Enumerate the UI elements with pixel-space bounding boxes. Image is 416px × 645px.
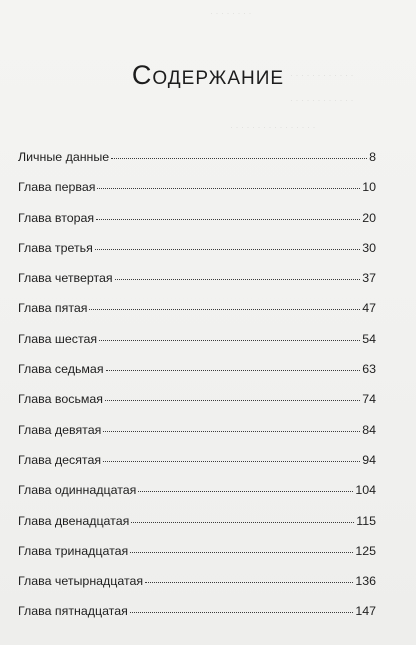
toc-entry-label: Глава четырнадцатая (18, 574, 144, 589)
dot-leader (130, 612, 353, 613)
toc-entry[interactable] (18, 483, 376, 513)
toc-entry-page: 115 (356, 513, 376, 528)
toc-entry-page: 147 (355, 604, 376, 619)
toc-entry-page: 125 (355, 543, 376, 558)
table-of-contents (18, 150, 376, 635)
bleed-through-text: · · · · · · · · · · · · (290, 70, 354, 80)
toc-entry-label: Глава девятая (18, 422, 102, 437)
dot-leader (130, 552, 353, 553)
toc-entry-page: 136 (355, 574, 376, 589)
toc-entry-label: Глава пятая (18, 301, 88, 316)
toc-entry[interactable] (18, 332, 376, 362)
toc-entry-label: Глава восьмая (18, 392, 104, 407)
dot-leader (99, 340, 360, 341)
toc-entry[interactable] (18, 180, 376, 210)
toc-entry-label: Глава одиннадцатая (18, 483, 137, 498)
toc-entry-label: Глава третья (18, 240, 93, 255)
toc-entry[interactable] (18, 271, 376, 301)
toc-entry[interactable] (18, 514, 376, 544)
toc-entry-page: 30 (362, 240, 376, 255)
bleed-through-text: · · · · · · · · · · · · (290, 95, 354, 105)
toc-entry-label: Глава пятнадцатая (18, 604, 128, 619)
toc-entry-label: Глава двенадцатая (18, 513, 130, 528)
dot-leader (111, 158, 367, 159)
toc-entry-page: 37 (362, 271, 376, 286)
toc-entry-page: 63 (362, 362, 376, 377)
toc-entry-label: Глава шестая (18, 331, 98, 346)
dot-leader (145, 582, 353, 583)
toc-entry-label: Глава первая (18, 180, 96, 195)
dot-leader (138, 491, 353, 492)
toc-entry[interactable] (18, 150, 376, 180)
dot-leader (103, 461, 360, 462)
dot-leader (95, 249, 360, 250)
dot-leader (106, 370, 361, 371)
toc-entry-page: 47 (362, 301, 376, 316)
toc-entry[interactable] (18, 453, 376, 483)
toc-entry[interactable] (18, 574, 376, 604)
toc-entry-page: 20 (362, 210, 376, 225)
toc-entry-page: 104 (355, 483, 376, 498)
dot-leader (89, 309, 360, 310)
toc-entry[interactable] (18, 604, 376, 634)
bleed-through-text: · · · · · · · · (210, 8, 252, 18)
dot-leader (96, 219, 360, 220)
toc-entry-page: 8 (369, 150, 376, 164)
toc-entry[interactable] (18, 423, 376, 453)
toc-entry[interactable] (18, 544, 376, 574)
toc-entry-page: 84 (362, 422, 376, 437)
dot-leader (131, 522, 354, 523)
toc-entry[interactable] (18, 301, 376, 331)
toc-entry-page: 10 (362, 180, 376, 195)
toc-entry[interactable] (18, 241, 376, 271)
toc-entry[interactable] (18, 211, 376, 241)
toc-entry-page: 74 (362, 392, 376, 407)
toc-entry-page: 54 (362, 331, 376, 346)
toc-entry-page: 94 (362, 452, 376, 467)
page-title: Содержание (131, 60, 285, 90)
toc-entry[interactable] (18, 362, 376, 392)
bleed-through-text: · · · · · · · · · · · · · · · · (230, 122, 316, 132)
dot-leader (105, 400, 360, 401)
dot-leader (97, 188, 360, 189)
toc-entry-label: Глава четвертая (18, 271, 113, 286)
toc-entry-label: Глава седьмая (18, 362, 104, 377)
dot-leader (103, 431, 360, 432)
toc-entry[interactable] (18, 392, 376, 422)
dot-leader (115, 279, 361, 280)
toc-entry-label: Личные данные (18, 150, 110, 164)
toc-entry-label: Глава десятая (18, 452, 102, 467)
toc-entry-label: Глава тринадцатая (18, 543, 129, 558)
toc-entry-label: Глава вторая (18, 210, 95, 225)
